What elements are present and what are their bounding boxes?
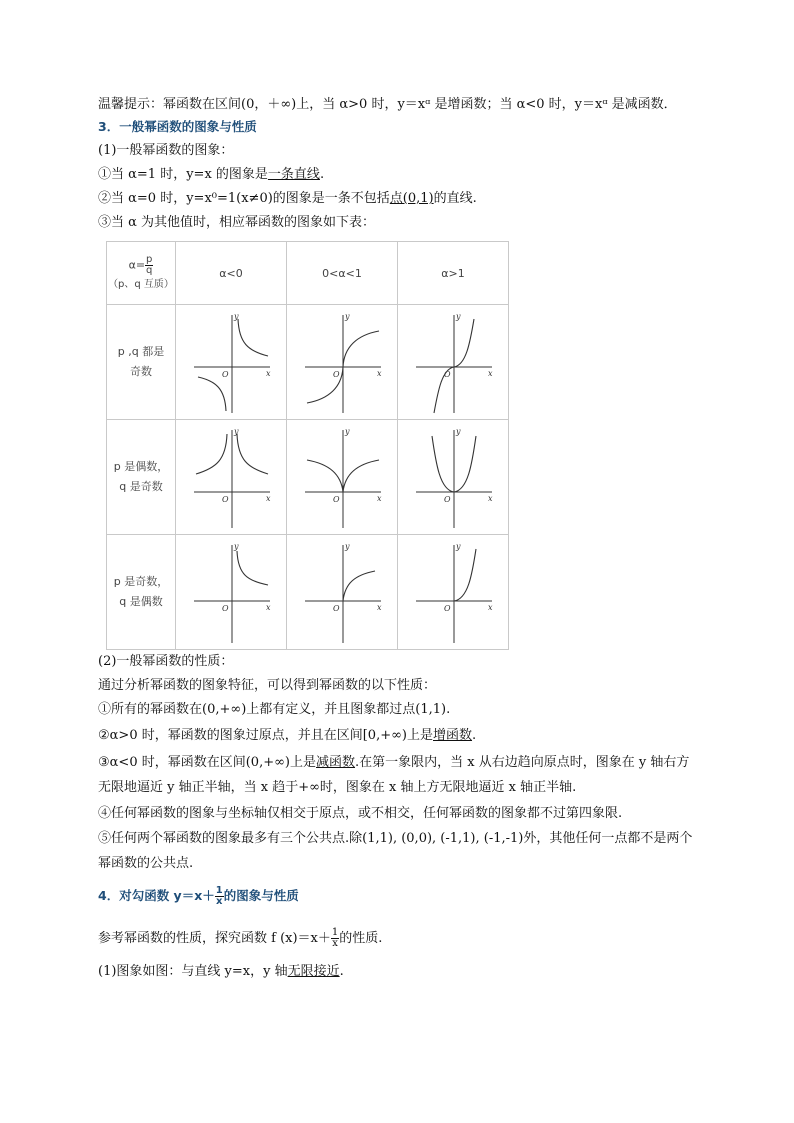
section-4-title: 4．对勾函数 y＝x＋ $\frac{1}{x}$ 的图象与性质 — [98, 885, 299, 907]
item1-post: . — [319, 167, 325, 182]
graph-odd-odd-neg — [176, 305, 287, 420]
svg-text:x: x — [377, 494, 382, 503]
item2-post: 的直线. — [433, 191, 477, 206]
graph-odd-even-neg — [176, 535, 287, 650]
svg-text:O: O — [222, 604, 229, 613]
svg-text:O: O — [444, 370, 451, 379]
svg-text:y: y — [456, 427, 461, 436]
svg-text:O: O — [333, 370, 340, 379]
section-4-fraction: $\frac{1}{x}$ — [215, 885, 223, 907]
section-4-line2: (1)图象如图：与直线 y=x，y 轴无限接近. — [98, 964, 344, 979]
row-label-odd-odd: p ,q 都是 奇数 — [107, 305, 176, 420]
props-intro: 通过分析幂函数的图象特征，可以得到幂函数的以下性质： — [98, 678, 437, 693]
row-label-even-odd: p 是偶数， q 是奇数 — [107, 420, 176, 535]
svg-text:y: y — [234, 427, 239, 436]
props-p3a: ③α<0 时，幂函数在区间(0,+∞)上是减函数.在第一象限内，当 x 从右边趋向原点时，图象在 y 轴右方 — [98, 755, 690, 770]
svg-text:y: y — [345, 542, 350, 551]
section-3-title: 3．一般幂函数的图象与性质 — [98, 119, 257, 134]
section-3-item3: ③当 α 为其他值时，相应幂函数的图象如下表： — [98, 215, 376, 230]
graph-odd-odd-frac — [287, 305, 398, 420]
svg-text:x: x — [266, 494, 271, 503]
section-4-line1-fraction: $\frac{1}{x}$ — [331, 927, 339, 949]
props-p5a: ⑤任何两个幂函数的图象最多有三个公共点.除(1,1), (0,0), (-1,1), (-1,-1)外，其他任何一点都不是两个 — [98, 831, 693, 846]
table-corner — [107, 242, 176, 305]
svg-text:y: y — [234, 542, 239, 551]
p3-underline: 减函数 — [316, 755, 356, 770]
svg-text:x: x — [488, 369, 493, 378]
corner-alpha: α= — [128, 258, 146, 271]
col-header-frac: 0<α<1 — [287, 242, 398, 305]
svg-text:x: x — [266, 603, 271, 612]
svg-text:x: x — [488, 494, 493, 503]
col-header-gt1: α>1 — [398, 242, 509, 305]
svg-text:y: y — [456, 312, 461, 321]
svg-text:O: O — [333, 495, 340, 504]
svg-text:O: O — [444, 604, 451, 613]
svg-text:x: x — [488, 603, 493, 612]
svg-text:y: y — [345, 427, 350, 436]
item2-underline: 点(0,1) — [389, 191, 434, 206]
svg-text:O: O — [222, 370, 229, 379]
props-p2: ②α>0 时，幂函数的图象过原点，并且在区间[0,+∞)上是增函数. — [98, 728, 477, 743]
graph-odd-even-frac — [287, 535, 398, 650]
props-p4: ④任何幂函数的图象与坐标轴仅相交于原点，或不相交，任何幂函数的图象都不过第四象限. — [98, 806, 623, 821]
graph-even-odd-gt1 — [398, 420, 509, 535]
tip-text: 温馨提示：幂函数在区间(0，＋∞)上，当 α>0 时，y＝xᵅ 是增函数；当 α<0 时，y＝xᵅ 是减函数． — [98, 97, 677, 112]
corner-fraction: $\frac{p}{q}$ — [146, 253, 153, 276]
svg-text:y: y — [234, 312, 239, 321]
item2-pre: ②当 α=0 时，y=x⁰=1(x≠0)的图象是一条不包括 — [98, 191, 390, 206]
props-p5b: 幂函数的公共点. — [98, 856, 194, 871]
svg-text:O: O — [222, 495, 229, 504]
svg-text:y: y — [345, 312, 350, 321]
svg-text:O: O — [333, 604, 340, 613]
graph-even-odd-neg — [176, 420, 287, 535]
p2-underline: 增函数 — [433, 728, 473, 743]
svg-text:y: y — [456, 542, 461, 551]
item1-pre: ①当 α=1 时，y=x 的图象是 — [98, 167, 268, 182]
graph-odd-odd-gt1 — [398, 305, 509, 420]
graph-odd-even-gt1 — [398, 535, 509, 650]
item1-underline: 一条直线 — [267, 167, 320, 182]
svg-text:x: x — [377, 603, 382, 612]
section-3-item1 — [98, 166, 324, 184]
props-sub2: (2)一般幂函数的性质： — [98, 654, 234, 669]
section-4-line1: 参考幂函数的性质，探究函数 f (x)＝x＋ $\frac{1}{x}$ 的性质. — [98, 927, 383, 949]
col-header-neg: α<0 — [176, 242, 287, 305]
svg-text:x: x — [266, 369, 271, 378]
row-label-odd-even: p 是奇数， q 是偶数 — [107, 535, 176, 650]
power-function-table — [106, 241, 509, 650]
props-p1: ①所有的幂函数在(0,+∞)上都有定义，并且图象都过点(1,1). — [98, 702, 451, 717]
section-3-sub1: (1)一般幂函数的图象： — [98, 143, 234, 158]
section-3-item2 — [98, 190, 477, 208]
line2-underline: 无限接近 — [287, 964, 340, 979]
corner-note: （p、q 互质） — [108, 278, 174, 290]
props-p3b: 无限地逼近 y 轴正半轴，当 x 趋于+∞时，图象在 x 轴上方无限地逼近 x 轴正半轴. — [98, 780, 577, 795]
svg-text:x: x — [377, 369, 382, 378]
svg-text:O: O — [444, 495, 451, 504]
graph-even-odd-frac — [287, 420, 398, 535]
